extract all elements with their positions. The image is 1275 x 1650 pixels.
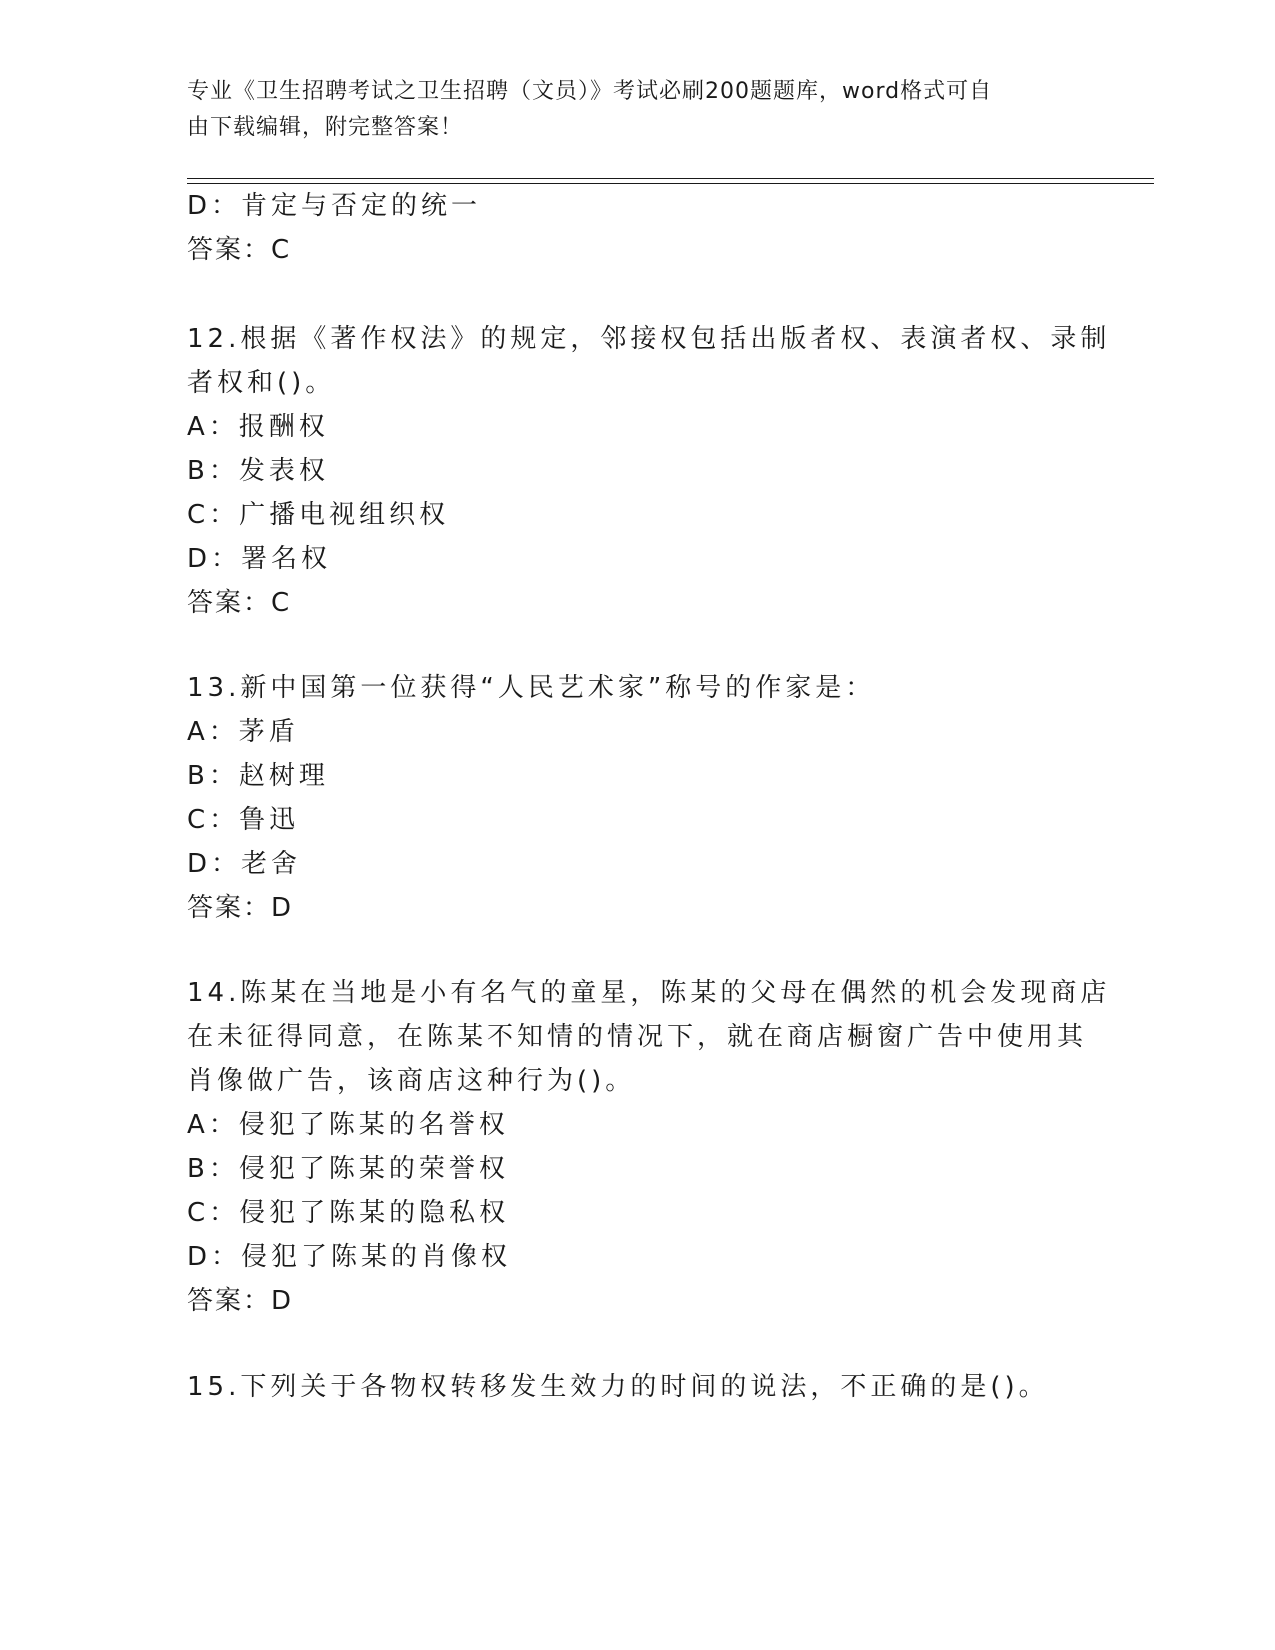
q13-answer: 答案：D [187, 893, 294, 923]
q12-answer: 答案：C [187, 588, 292, 618]
q15-stem-line-1: 15.下列关于各物权转移发生效力的时间的说法，不正确的是()。 [187, 1372, 1049, 1402]
header-divider-top [187, 178, 1154, 179]
q14-stem-line-1: 14.陈某在当地是小有名气的童星，陈某的父母在偶然的机会发现商店 [187, 978, 1111, 1008]
q14-option-b: B：侵犯了陈某的荣誉权 [187, 1154, 509, 1184]
header-line-2: 由下载编辑，附完整答案！ [187, 115, 464, 140]
q14-option-d: D：侵犯了陈某的肖像权 [187, 1242, 512, 1272]
q12-stem-line-2: 者权和()。 [187, 368, 336, 398]
q12-option-b: B：发表权 [187, 456, 329, 486]
q14-stem-line-3: 肖像做广告，该商店这种行为()。 [187, 1066, 636, 1096]
q12-option-c: C：广播电视组织权 [187, 500, 450, 530]
q13-option-c: C：鲁迅 [187, 805, 300, 835]
header-line-1: 专业《卫生招聘考试之卫生招聘（文员）》考试必刷200题题库，word格式可自 [187, 79, 993, 104]
q13-option-b: B：赵树理 [187, 761, 329, 791]
q13-option-a: A：茅盾 [187, 717, 299, 747]
q11-option-d: D：肯定与否定的统一 [187, 191, 482, 221]
q13-stem-line-1: 13.新中国第一位获得“人民艺术家”称号的作家是： [187, 673, 876, 703]
q14-answer: 答案：D [187, 1286, 294, 1316]
q13-option-d: D：老舍 [187, 849, 302, 879]
q12-option-a: A：报酬权 [187, 412, 329, 442]
q11-answer: 答案：C [187, 235, 292, 265]
q12-option-d: D：署名权 [187, 544, 332, 574]
q14-option-a: A：侵犯了陈某的名誉权 [187, 1110, 509, 1140]
q14-option-c: C：侵犯了陈某的隐私权 [187, 1198, 510, 1228]
header-divider-bottom [187, 183, 1154, 184]
q14-stem-line-2: 在未征得同意，在陈某不知情的情况下，就在商店橱窗广告中使用其 [187, 1022, 1088, 1052]
q12-stem-line-1: 12.根据《著作权法》的规定，邻接权包括出版者权、表演者权、录制 [187, 324, 1111, 354]
document-header [187, 74, 1067, 146]
